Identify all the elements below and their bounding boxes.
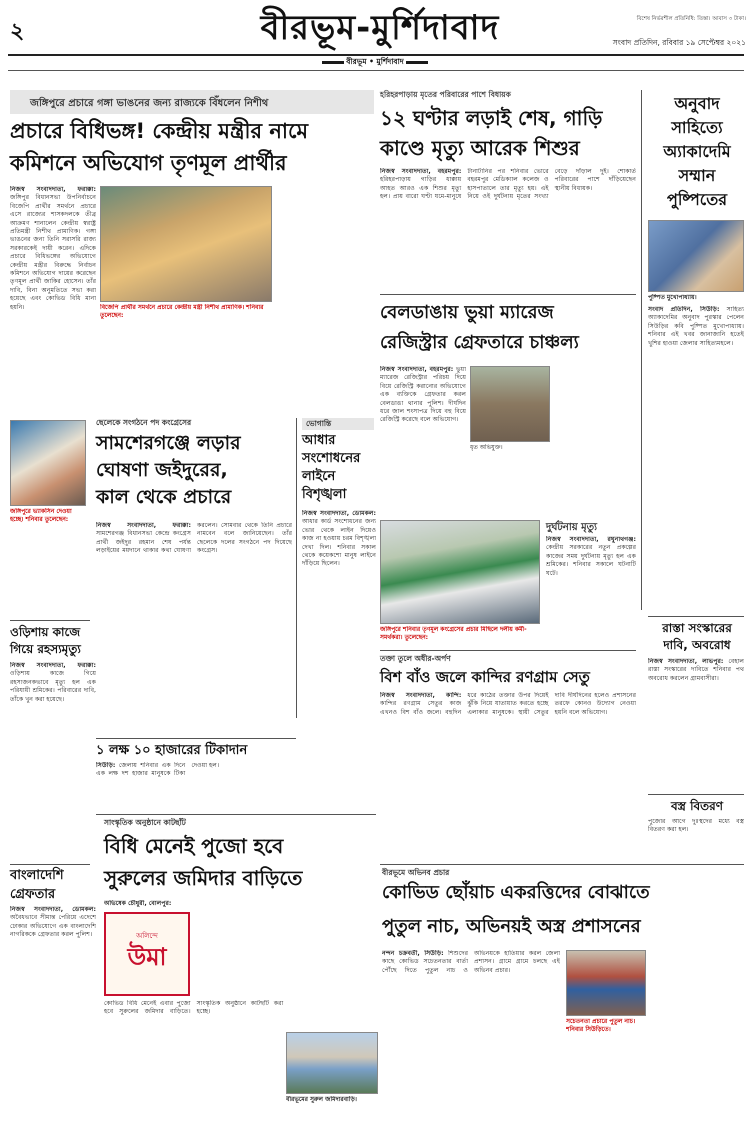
story14-body xyxy=(10,906,96,1132)
story2-kicker: ছেলেকে সংগঠনে পদ কংগ্রেসের xyxy=(96,418,192,427)
story1-byline: নিজস্ব সংবাদদাতা, ফরাক্কা: xyxy=(10,186,96,193)
story5-headline-1: বেলডাঙায় ভুয়া ম্যারেজ xyxy=(380,302,554,323)
story13-photo-caption: বীরভূমের সুরুল জমিদারবাড়ি। xyxy=(286,1096,357,1103)
story11-body-text: ওড়িশায় কাজে গিয়ে রহস্যজনকভাবে মৃত্যু হল এক পরিযায়ী শ্রমিকের। পরিবারের দাবি, তাঁকে খুন করা হয়েছে। xyxy=(10,670,96,703)
story2-byline: নিজস্ব সংবাদদাতা, ফরাক্কা: xyxy=(96,522,191,529)
story14-headline xyxy=(10,866,96,904)
story9-body xyxy=(648,658,744,788)
story15-photo xyxy=(566,950,646,1016)
story12-headline: ১ লক্ষ ১০ হাজারের টিকাদান xyxy=(96,743,248,758)
story13-kicker: সাংস্কৃতিক অনুষ্ঠানে কাটছাঁট xyxy=(104,818,186,827)
story1-headline-1: প্রচারে বিধিভঙ্গ! কেন্দ্রীয় মন্ত্রীর নামে xyxy=(10,119,309,143)
story6-headline-2: সাহিত্যে xyxy=(671,118,723,137)
story7-body-text: কেন্দ্রীয় সরকারের নতুন প্রকল্পের কাজের সময় দুর্ঘটনায় মৃত্যু হল এক শ্রমিকের। শনিবার সকালে ঘটনাটি ঘটে। xyxy=(546,544,636,577)
story6-body-text: সাহিত্য অ্যাকাদেমির অনুবাদ পুরস্কার পেলেন সিউড়ির কবি পুষ্পিত মুখোপাধ্যায়। শনিবার এই খবর জানাজানি হতেই খুশির হাওয়া জেলার সাহিত্যমহলে। xyxy=(648,306,744,347)
page-number: ২ xyxy=(10,19,25,44)
story15-body xyxy=(382,950,560,1130)
story5-photo xyxy=(470,366,550,442)
story11-byline: নিজস্ব সংবাদদাতা, ফরাক্কা: xyxy=(10,662,96,669)
story7-photo-caption: জঙ্গিপুরে শনিবার তৃণমূল কংগ্রেসের প্রচার মিছিলে দলীয় কর্মী-সমর্থকরা। তুলেছেন: xyxy=(380,626,527,641)
story15-headline-2: পুতুল নাচ, অভিনয়ই অস্ত্র প্রশাসনের xyxy=(382,916,641,937)
story4-headline-1: ১২ ঘণ্টার লড়াই শেষ, গাড়ি xyxy=(380,106,603,130)
story14-headline-1: বাংলাদেশি xyxy=(10,868,64,883)
story11-headline-1: ওড়িশায় কাজে xyxy=(10,625,81,639)
story7-body xyxy=(546,536,636,646)
story8-headline: বিশ বাঁও জলে কান্দির রণগ্রাম সেতু xyxy=(380,668,590,686)
story8-byline: নিজস্ব সংবাদদাতা, কান্দি: xyxy=(380,692,462,699)
story4-headline-2: কাণ্ডে মৃত্যু আরেক শিশুর xyxy=(380,136,580,160)
section-tabs: বীরভূম • মুর্শিদাবাদ xyxy=(300,57,450,69)
story14-body-text: অবৈধভাবে সীমান্ত পেরিয়ে এদেশে ঢোকার অভিযোগে এক বাংলাদেশি নাগরিককে গ্রেফতার করল পুলিশ। xyxy=(10,914,96,939)
story3-byline: নিজস্ব সংবাদদাতা, ডোমকল: xyxy=(302,510,376,517)
story4-body-text: হরিহরপাড়ায় গাড়ির ধাক্কায় আহত আরও এক শিশুর মৃত্যু হল। প্রায় বারো ঘণ্টা যমে-মানুষে টানাটানির পর শনিবার ভোরে বহরমপুর মেডিক্যাল কলেজ ও হাসপাতালে তার মৃত্যু হয়। এই নিয়ে ওই দুর্ঘটনায় মৃতের সংখ্যা বেড়ে দাঁড়াল দুই। শোকার্ত পরিবারের পাশে দাঁড়িয়েছেন স্থানীয় বিধায়ক। xyxy=(380,168,636,201)
story6-headline-3: অ্যাকাদেমি xyxy=(663,142,731,161)
story3-headline-4: বিশৃঙ্খলা xyxy=(302,487,347,502)
story9-body-text: বেহাল রাস্তা সংস্কারের দাবিতে শনিবার পথ অবরোধ করলেন গ্রামবাসীরা। xyxy=(648,658,744,682)
story11-body xyxy=(10,662,96,862)
story15-photo-caption: সচেতনতা প্রচারে পুতুল নাচ। শনিবার সিউড়িতে। xyxy=(566,1018,636,1033)
story14-headline-2: গ্রেফতার xyxy=(10,887,56,902)
story15-kicker: বীরভূমে অভিনব প্রচার xyxy=(382,868,450,877)
story1-photo xyxy=(100,186,272,302)
story13-photo xyxy=(286,1032,378,1094)
story3-body xyxy=(302,510,376,720)
story2-photo-caption: জঙ্গিপুরে ভ্যাকসিন দেওয়া হচ্ছে। শনিবার তুলেছেন: xyxy=(10,508,72,523)
story5-photo-caption: ধৃত অভিযুক্ত। xyxy=(470,444,503,451)
story8-kicker: তক্তা তুলে অধীর-অর্পণ xyxy=(380,654,451,663)
story9-headline-2: দাবি, অবরোধ xyxy=(663,638,731,652)
story6-photo-caption: পুষ্পিত মুখোপাধ্যায়। xyxy=(648,294,697,301)
story7-photo xyxy=(380,520,540,624)
story11-headline-2: গিয়ে রহস্যমৃত্যু xyxy=(10,642,81,656)
story12-byline: সিউড়ি: xyxy=(96,762,116,769)
story12-body xyxy=(96,762,376,812)
story15-body-text: শিশুদের কাছে কোভিড সচেতনতার বার্তা পৌঁছে দিতে পুতুল নাচ ও অভিনয়কে হাতিয়ার করল জেলা প্রশাসন। গ্রামে গ্রামে চলছে এই অভিনব প্রচার। xyxy=(382,950,560,974)
story10-body: পুজোর আগে দুঃস্থদের মধ্যে বস্ত্র বিতরণ করা হল। xyxy=(648,818,744,834)
story5-body xyxy=(380,366,466,516)
paper-name: সংবাদ প্রতিদিন, xyxy=(612,38,660,47)
story2-headline-3: কাল থেকে প্রচারে xyxy=(96,486,232,508)
story14-byline: নিজস্ব সংবাদদাতা, ডোমকল: xyxy=(10,906,96,913)
story6-byline: সংবাদ প্রতিদিন, সিউড়ি: xyxy=(648,306,720,313)
story5-body-col3 xyxy=(556,366,636,516)
story6-headline-5: পুষ্পিতের xyxy=(666,190,728,209)
story3-headline-2: সংশোধনের xyxy=(302,451,361,466)
story12-body-text: জেলায় শনিবার এক দিনে এক লক্ষ দশ হাজার মানুষকে টিকা দেওয়া হল। xyxy=(96,762,220,778)
story5-body-text: ভুয়া ম্যারেজ রেজিস্ট্রার পরিচয় দিয়ে বিয়ে রেজিস্ট্রি করানোর অভিযোগে এক ব্যক্তিকে গ্রেফতার করল বেলডাঙা থানার পুলিশ। দীর্ঘদিন ধরে জাল শংসাপত্র দিয়ে বহু বিয়ে রেজিস্ট্রি করেছে বলে অভিযোগ। xyxy=(380,366,466,424)
story6-headline-1: অনুবাদ xyxy=(674,94,720,113)
story4-kicker: হরিহরপাড়ায় মৃতের পরিবারের পাশে বিধায়ক xyxy=(380,90,511,99)
story13-body-text: কোভিড বিধি মেনেই এবার পুজো হবে সুরুলের জমিদার বাড়িতে। সাংস্কৃতিক অনুষ্ঠানে কাটছাঁট করা হচ্ছে। xyxy=(104,1000,284,1016)
story4-byline: নিজস্ব সংবাদদাতা, বহরমপুর: xyxy=(380,168,462,175)
story5-byline: নিজস্ব সংবাদদাতা, বহরমপুর: xyxy=(380,366,454,373)
story6-headline-4: সম্মান xyxy=(678,166,716,185)
masthead-note: বিশেষ নির্ভরশীল প্রতিনিধি: তিস্তা। আবাস ৩ টাকা। xyxy=(636,16,746,22)
story3-headline-3: লাইনে xyxy=(302,469,336,484)
story8-body-text: কান্দির রণগ্রাম সেতুর কাজ এখনও বিশ বাঁও জলে। বহুদিন ধরে কাঠের তক্তার উপর দিয়েই ঝুঁকি নিয়ে যাতায়াত করতে হচ্ছে এলাকার মানুষকে। স্থায়ী সেতুর দাবি দীর্ঘদিনের হলেও প্রশাসনের তরফে কোনও উদ্যোগ নেওয়া হয়নি বলে অভিযোগ। xyxy=(380,692,636,716)
story15-byline: নন্দন চক্রবর্তী, সিউড়ি: xyxy=(382,950,444,957)
date: রবিবার ১৯ সেপ্টেম্বর ২০২১ xyxy=(662,38,746,47)
story2-headline-2: ঘোষণা জইদুরের, xyxy=(96,459,228,481)
story8-body xyxy=(380,692,636,862)
story7-byline: নিজস্ব সংবাদদাতা, রঘুনাথগঞ্জ: xyxy=(546,536,636,543)
story2-headline xyxy=(96,430,286,511)
story13-logo-small: অলিন্দে xyxy=(136,932,158,940)
story1-body-col4 xyxy=(278,186,374,386)
story15-headline-1: কোভিড ছোঁয়াচ একরত্তিদের বোঝাতে xyxy=(382,882,650,903)
story13-headline-1: বিধি মেনেই পুজো হবে xyxy=(104,834,284,858)
story2-body xyxy=(96,522,292,722)
story1-photo-caption: বিজেপি প্রার্থীর সমর্থনে প্রচারে কেন্দ্রীয় মন্ত্রী নিশীথ প্রামাণিক। শনিবার তুলেছেন: xyxy=(100,304,264,319)
story13-byline: অভিষেক চৌধুরী, বোলপুর: xyxy=(104,900,172,907)
story6-photo xyxy=(648,220,744,292)
story3-kicker: ভোগান্তি xyxy=(306,419,332,428)
story6-body xyxy=(648,306,744,606)
story1-kicker: জঙ্গিপুরে প্রচারে গঙ্গা ভাঙনের জন্য রাজ্যকে বিঁধলেন নিশীথ xyxy=(30,98,269,109)
story9-headline-1: রাস্তা সংস্কারের xyxy=(662,621,732,635)
story13-logo xyxy=(104,912,190,996)
story6-headline xyxy=(648,92,746,212)
story11-headline xyxy=(10,624,96,658)
story2-body-text: সামশেরগঞ্জ বিধানসভা কেন্দ্রে কংগ্রেস প্রার্থী জইদুর রহমান শেষ পর্যন্ত লড়াইয়ের ময়দানে থাকার কথা ঘোষণা করলেন। সোমবার থেকে তিনি প্রচারে নামবেন বলে জানিয়েছেন। তাঁর ছেলেকে দলের সংগঠনে পদ দিয়েছে কংগ্রেস। xyxy=(96,522,292,555)
story2-photo xyxy=(10,420,86,506)
masthead-title: বীরভূম-মুর্শিদাবাদ xyxy=(260,8,500,48)
story13-logo-big: উমা xyxy=(127,943,167,971)
story7-kicker: দুর্ঘটনায় মৃত্যু xyxy=(546,522,598,533)
story4-body xyxy=(380,168,636,288)
story5-headline-2: রেজিস্ট্রার গ্রেফতারে চাঞ্চল্য xyxy=(380,332,579,353)
story1-body-col3 xyxy=(100,320,272,384)
story9-headline xyxy=(648,620,746,654)
story3-body-text: আধার কার্ড সংশোধনের জন্য ভোর থেকে লাইন দিয়েও কাজ না হওয়ায় চরম বিশৃঙ্খলা দেখা দিল। শনিবার সকাল থেকে কয়েকশো মানুষ লাইনে দাঁড়িয়ে ছিলেন। xyxy=(302,518,376,568)
story2-headline-1: সামশেরগঞ্জে লড়ার xyxy=(96,432,241,454)
story1-body: জঙ্গিপুর বিধানসভা উপনির্বাচনে বিজেপি প্রার্থীর সমর্থনে প্রচারে এসে রাজ্যের শাসকদলকে তীব্র আক্রমণ শানালেন কেন্দ্রীয় স্বরাষ্ট্র প্রতিমন্ত্রী নিশীথ প্রামাণিক। গঙ্গা ভাঙনের জন্য তিনি সরাসরি রাজ্য সরকারকেই দায়ী করেন। এদিকে প্রচারে বিধিভঙ্গের অভিযোগে কেন্দ্রীয় মন্ত্রীর বিরুদ্ধে নির্বাচন কমিশনে অভিযোগ দায়ের করেছেন তৃণমূল প্রার্থী জাকির হোসেন। তাঁর দাবি, বিনা অনুমতিতে সভা করা হয়েছে এবং কোভিড বিধি মানা হয়নি। xyxy=(10,194,96,311)
tab-birbhum[interactable]: বীরভূম xyxy=(346,57,367,66)
story15-body-col4 xyxy=(652,950,744,1130)
story13-headline-2: সুরুলের জমিদার বাড়িতে xyxy=(104,866,303,890)
story3-headline-1: আধার xyxy=(302,433,336,448)
story3-headline xyxy=(302,432,376,504)
story9-byline: নিজস্ব সংবাদদাতা, লাভপুর: xyxy=(648,658,724,665)
dateline xyxy=(536,38,746,50)
story10-headline: বস্ত্র বিতরণ xyxy=(670,799,724,813)
tab-murshidabad[interactable]: মুর্শিদাবাদ xyxy=(376,57,404,66)
story1-headline-2: কমিশনে অভিযোগ তৃণমূল প্রার্থীর xyxy=(10,151,287,175)
